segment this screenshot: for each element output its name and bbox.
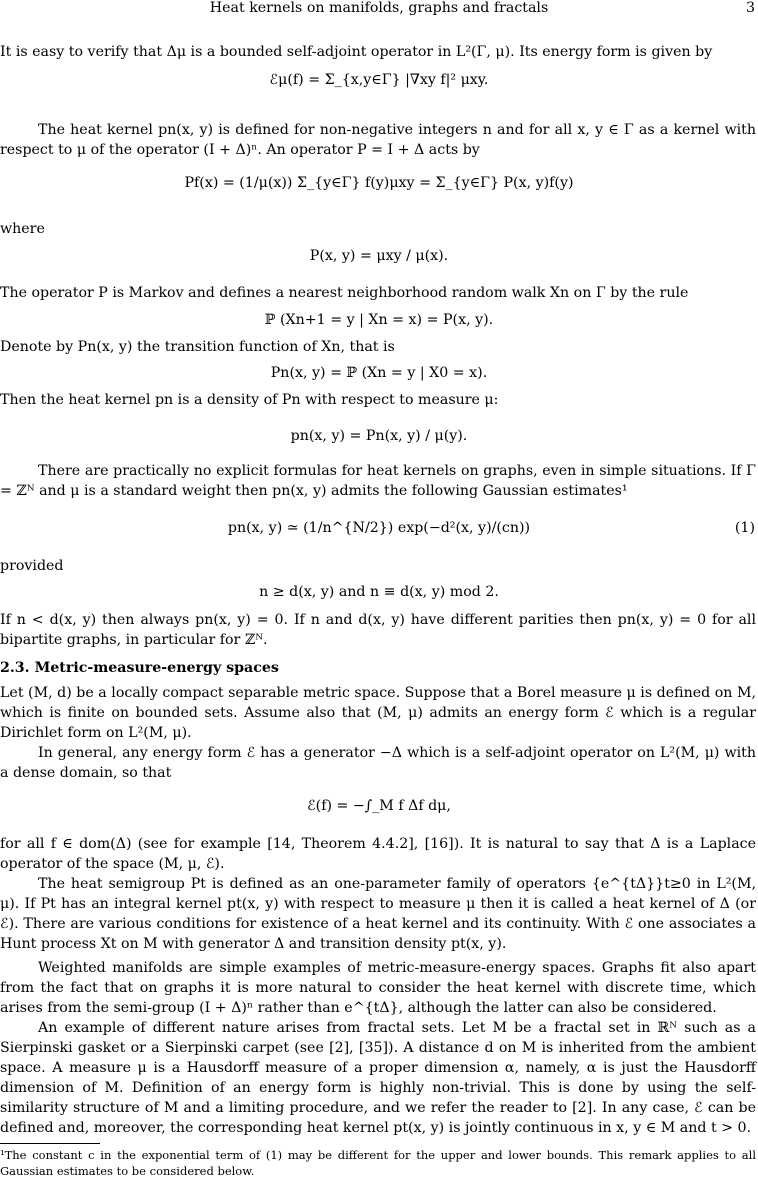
paragraph: In general, any energy form ℰ has a generator −Δ which is a self-adjoint operator on L²(M, μ) with a dense domain, so that (0, 745, 756, 781)
paragraph: for all f ∈ dom(Δ) (see for example [14, Theorem 4.4.2], [16]). It is natural to say that Δ is a Laplace operator of the space (M, μ, ℰ). (0, 836, 756, 872)
paragraph: The heat kernel pn(x, y) is defined for non-negative integers n and for all x, y ∈ Γ as a kernel with respect to μ of the operator (I + Δ)ⁿ. An operator P = I + Δ acts by (0, 122, 756, 158)
paragraph: Weighted manifolds are simple examples of metric-measure-energy spaces. Graphs fit also apart from the fact that on graphs it is more natural to consider the heat kernel with discrete time, which arises from the semi-group (I + Δ)ⁿ rather than e^{tΔ}, although the latter can also be considered. (0, 960, 756, 1016)
paragraph: It is easy to verify that Δμ is a bounded self-adjoint operator in L²(Γ, μ). Its energy form is given by (0, 44, 713, 60)
equation-density: pn(x, y) = Pn(x, y) / μ(y). (290, 428, 468, 444)
equation-markov-rule: ℙ (Xn+1 = y | Xn = x) = P(x, y). (264, 312, 494, 328)
equation-transition-probability: P(x, y) = μxy / μ(x). (309, 248, 449, 264)
paragraph: There are practically no explicit formulas for heat kernels on graphs, even in simple situations. If Γ = ℤᴺ and μ is a standard weight then pn(x, y) admits the following Gaussian estimates¹ (0, 463, 756, 499)
equation-operator: Pf(x) = (1/μ(x)) Σ_{y∈Γ} f(y)μxy = Σ_{y∈Γ} P(x, y)f(y) (184, 175, 574, 191)
paragraph: provided (0, 558, 64, 574)
equation-gaussian-body: pn(x, y) ≃ (1/n^{N/2}) exp(−d²(x, y)/(cn)) (227, 520, 531, 536)
paragraph: where (0, 221, 45, 237)
paragraph: Then the heat kernel pn is a density of Pn with respect to measure μ: (0, 392, 499, 408)
footnote-rule (0, 1143, 100, 1144)
equation-dirichlet-form: ℰ(f) = −∫_M f Δf dμ, (307, 798, 451, 814)
equation-transition-function: Pn(x, y) = ℙ (Xn = y | X0 = x). (270, 365, 488, 381)
paragraph: The heat semigroup Pt is defined as an one-parameter family of operators {e^{tΔ}}t≥0 in L²(M, μ). If Pt has an integral kernel pt(x, y) with respect to measure μ then it is called a heat kernel of Δ (or ℰ). There are various conditions for existence of a heat kernel and its continuity. With ℰ one associates a Hunt process Xt on M with generator Δ and transition density pt(x, y). (0, 876, 756, 952)
equation-gaussian (0, 518, 758, 538)
page-number: 3 (745, 0, 755, 16)
running-header (0, 0, 758, 18)
equation-energy: ℰμ(f) = Σ_{x,y∈Γ} |∇xy f|² μxy. (269, 72, 489, 88)
equation-condition: n ≥ d(x, y) and n ≡ d(x, y) mod 2. (259, 584, 499, 600)
paragraph: An example of different nature arises from fractal sets. Let M be a fractal set in ℝᴺ such as a Sierpinski gasket or a Sierpinski carpet (see [2], [35]). A distance d on M is inherited from the ambient space. A measure μ is a Hausdorff measure of a proper dimension α, namely, α is just the Hausdorff dimension of M. Definition of an energy form is highly non-trivial. This is done by using the self-similarity structure of M and a limiting procedure, and we refer the reader to [2]. In any case, ℰ can be defined and, moreover, the corresponding heat kernel pt(x, y) is jointly continuous in x, y ∈ M and t > 0. (0, 1020, 756, 1136)
section-title: Metric-measure-energy spaces (34, 660, 279, 676)
section-heading (0, 658, 279, 678)
paragraph: The operator P is Markov and defines a nearest neighborhood random walk Xn on Γ by the rule (0, 285, 689, 301)
paragraph: Denote by Pn(x, y) the transition function of Xn, that is (0, 339, 395, 355)
running-title: Heat kernels on manifolds, graphs and fractals (209, 0, 549, 16)
equation-number: (1) (734, 520, 755, 536)
footnote: ¹The constant c in the exponential term of (1) may be different for the upper and lower bounds. This remark applies to all Gaussian estimates to be considered below. (0, 1148, 756, 1178)
section-number: 2.3. (0, 660, 30, 676)
paragraph: If n < d(x, y) then always pn(x, y) = 0. If n and d(x, y) have different parities then pn(x, y) = 0 for all bipartite graphs, in particular for ℤᴺ. (0, 612, 756, 648)
paragraph: Let (M, d) be a locally compact separable metric space. Suppose that a Borel measure μ is defined on M, which is finite on bounded sets. Assume also that (M, μ) admits an energy form ℰ which is a regular Dirichlet form on L²(M, μ). (0, 685, 756, 741)
